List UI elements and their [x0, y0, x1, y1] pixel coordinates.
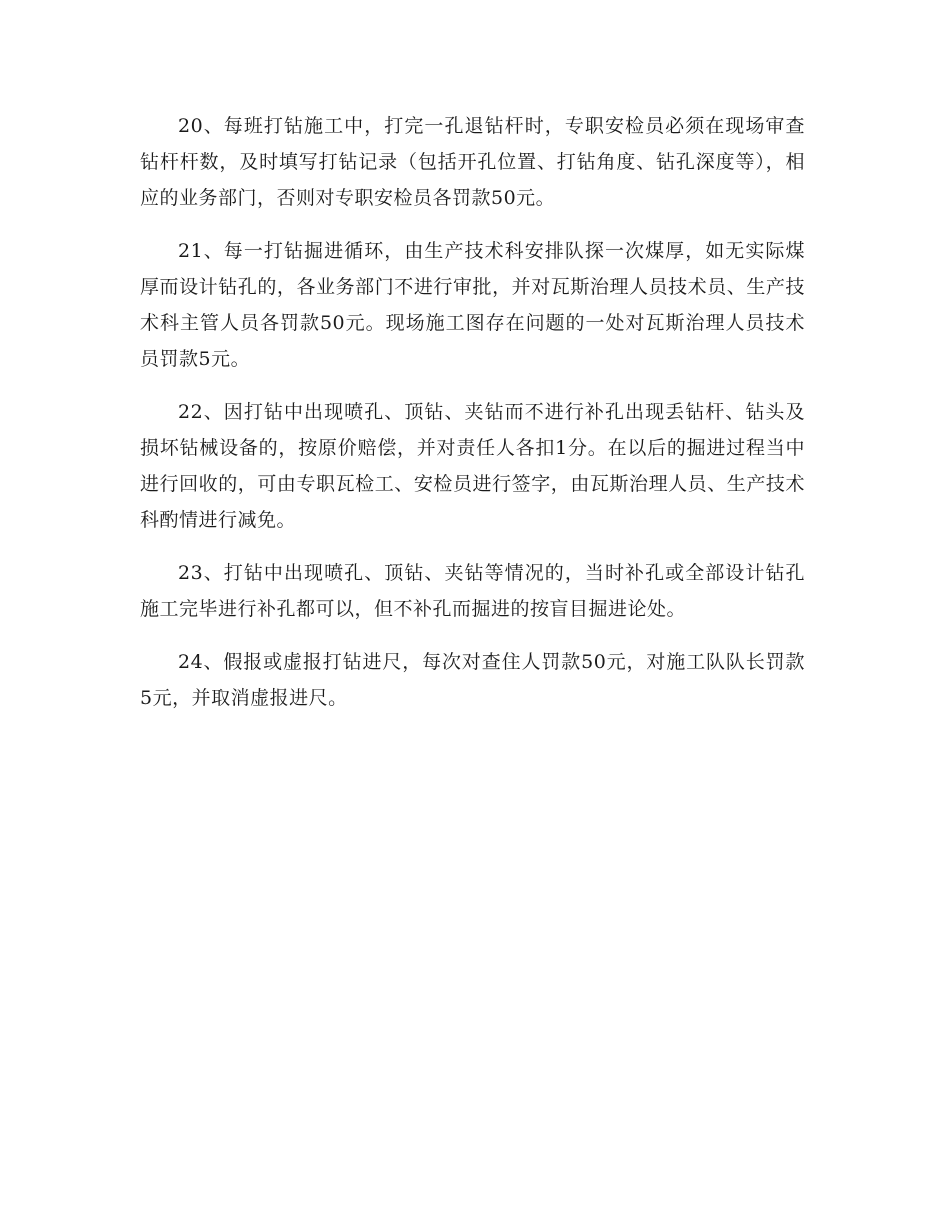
document-body [140, 108, 805, 733]
paragraph-22: 22、因打钻中出现喷孔、顶钻、夹钻而不进行补孔出现丢钻杆、钻头及损坏钻械设备的，按原价赔偿，并对责任人各扣1分。在以后的掘进过程当中进行回收的，可由专职瓦检工、安检员进行签字，由瓦斯治理人员、生产技术科酌情进行减免。 [140, 401, 805, 531]
paragraph-20: 20、每班打钻施工中，打完一孔退钻杆时，专职安检员必须在现场审查钻杆杆数，及时填写打钻记录（包括开孔位置、打钻角度、钻孔深度等），相应的业务部门，否则对专职安检员各罚款50元。 [140, 115, 805, 209]
paragraph-24: 24、假报或虚报打钻进尺，每次对查住人罚款50元，对施工队队长罚款5元，并取消虚报进尺。 [140, 651, 805, 709]
paragraph-23: 23、打钻中出现喷孔、顶钻、夹钻等情况的，当时补孔或全部设计钻孔施工完毕进行补孔都可以，但不补孔而掘进的按盲目掘进论处。 [140, 562, 805, 620]
paragraph-21: 21、每一打钻掘进循环，由生产技术科安排队探一次煤厚，如无实际煤厚而设计钻孔的，各业务部门不进行审批，并对瓦斯治理人员技术员、生产技术科主管人员各罚款50元。现场施工图存在问题的一处对瓦斯治理人员技术员罚款5元。 [140, 240, 805, 370]
